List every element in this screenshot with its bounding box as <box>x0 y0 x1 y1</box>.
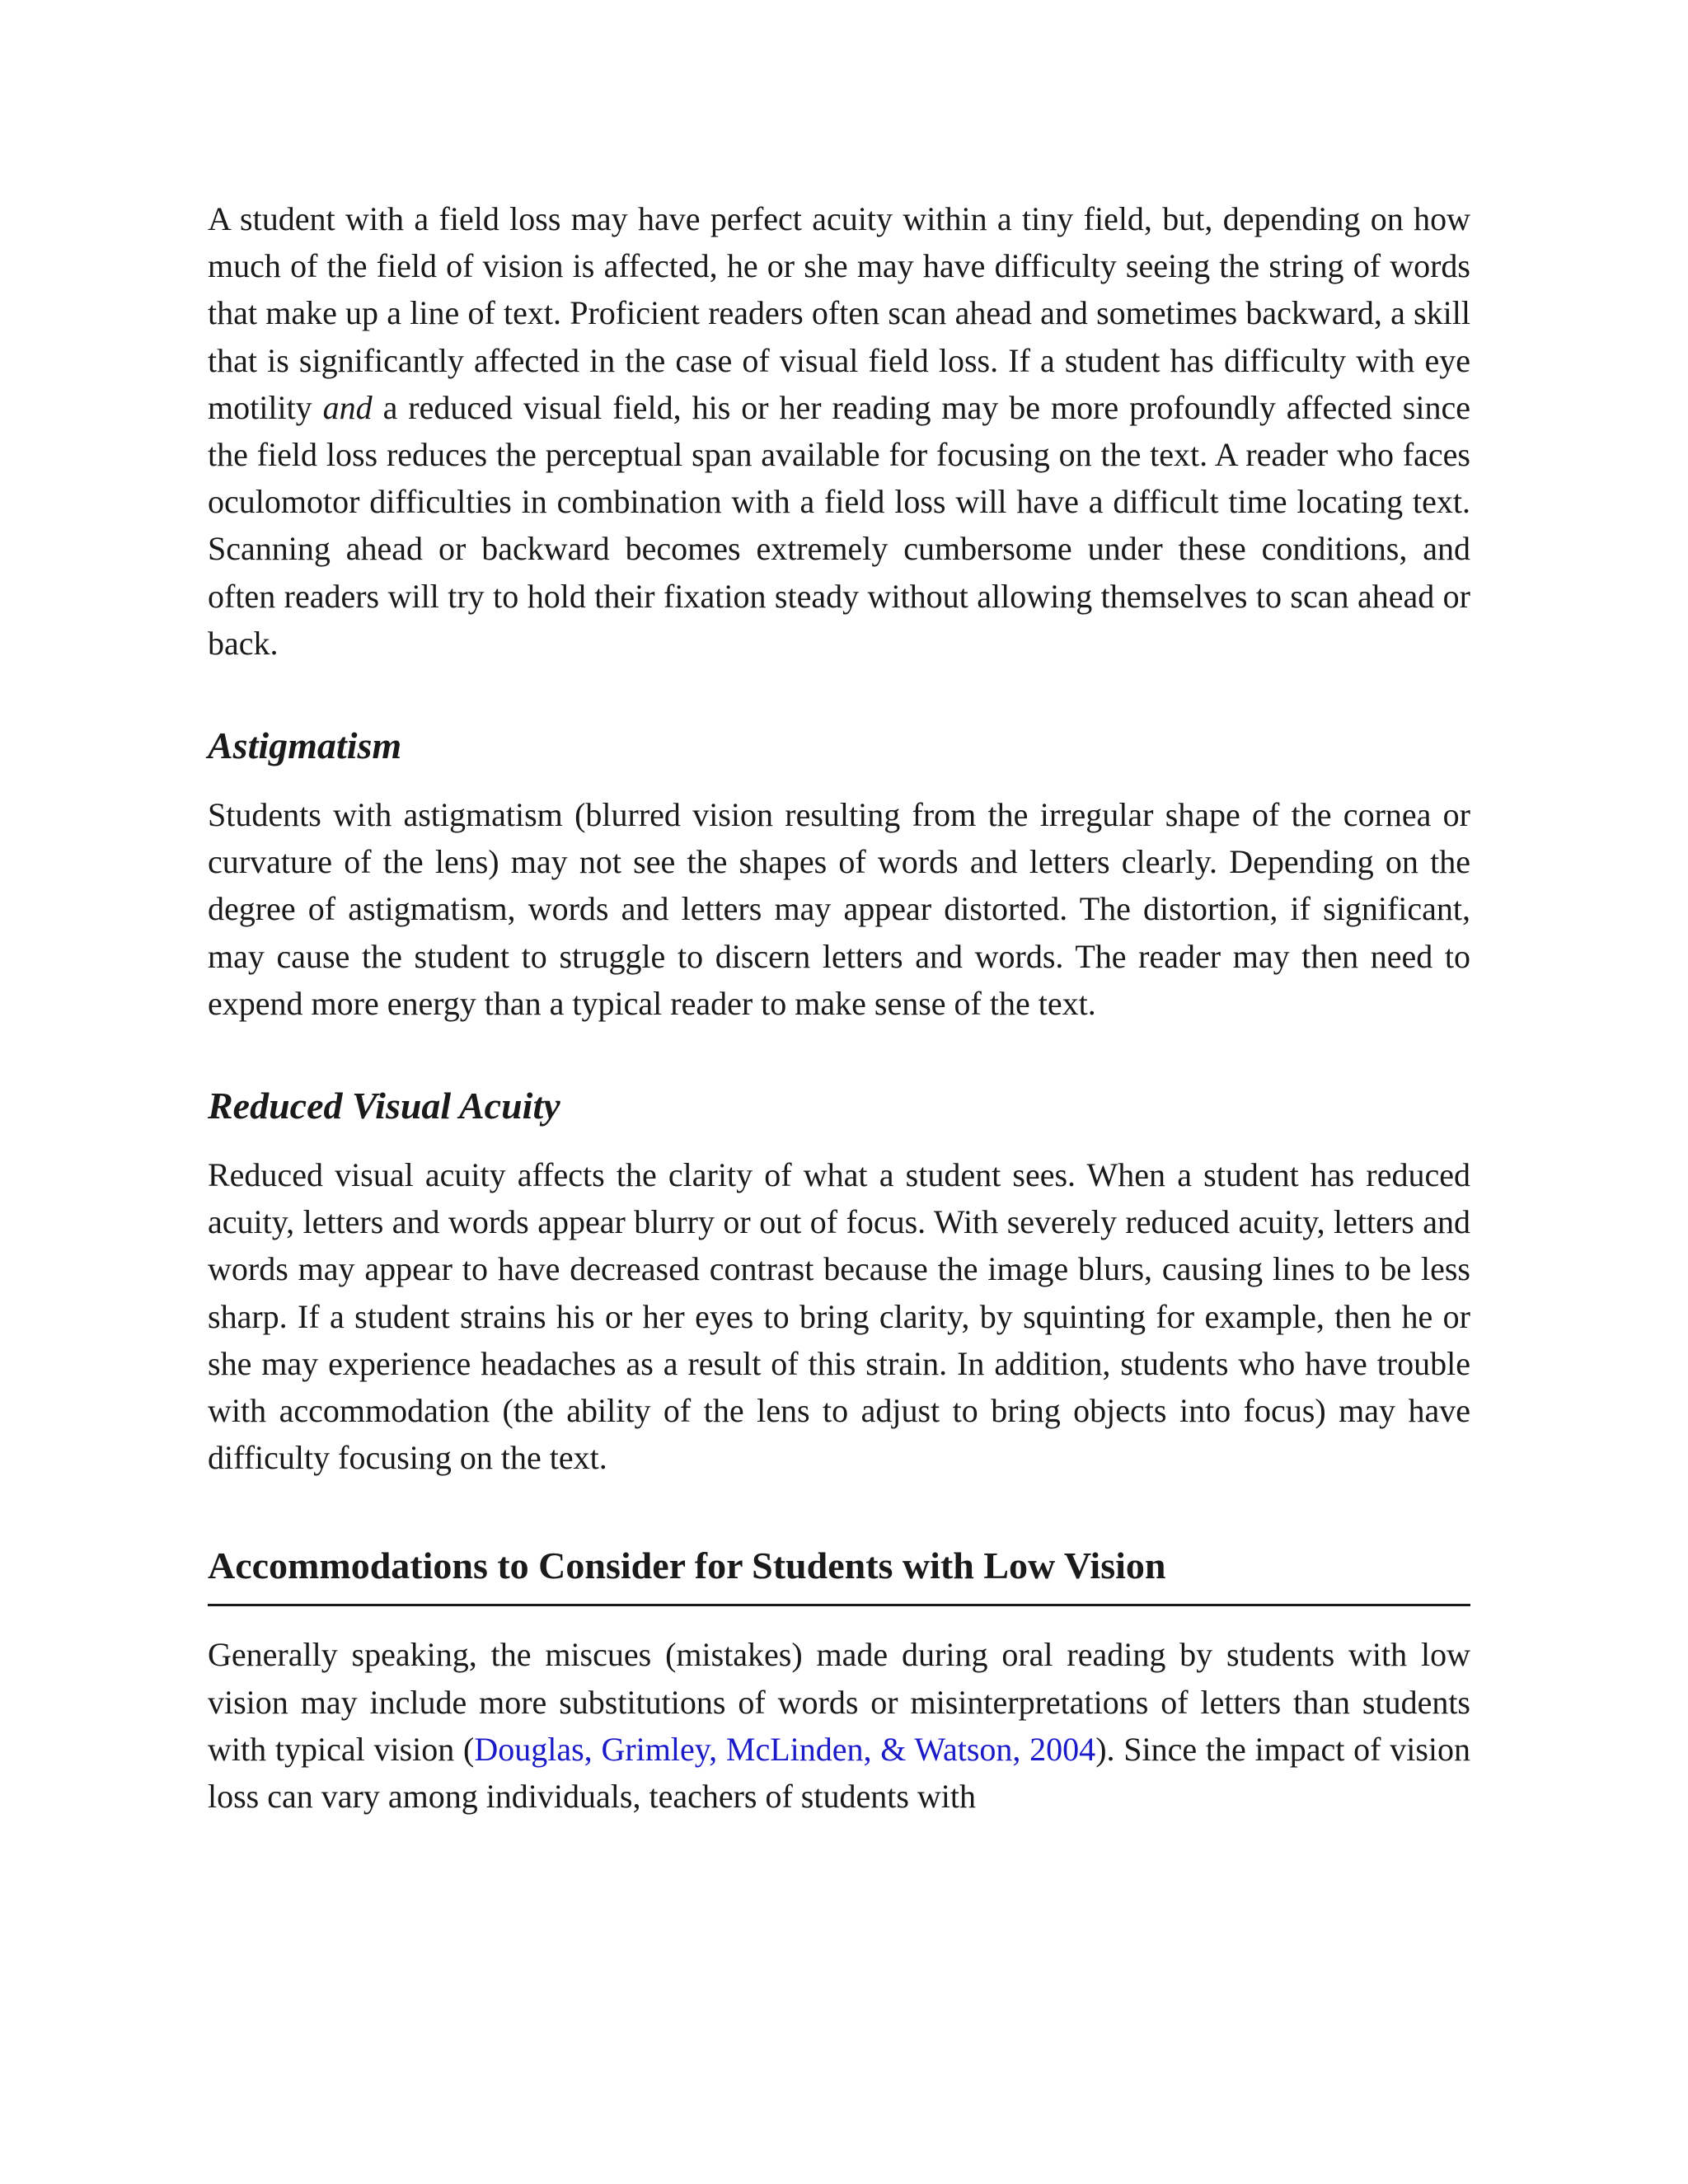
heading-astigmatism: Astigmatism <box>208 724 402 767</box>
paragraph-astigmatism: Students with astigmatism (blurred vision resulting from the irregular shape of the cornea or curvature of the lens) may not see the shapes of words and letters clearly. Depending on the degree of astigmatism, words and letters may appear distorted. The distortion, if significant, may cause the student to struggle to discern letters and words. The reader may then need to expend more energy than a typical reader to make sense of the text. <box>208 796 1470 1022</box>
paragraph-reduced-visual-acuity: Reduced visual acuity affects the clarity of what a student sees. When a student has reduced acuity, letters and words appear blurry or out of focus. With severely reduced acuity, letters and words may appear to have decreased contrast because the image blurs, causing lines to be less sharp. If a student strains his or her eyes to bring clarity, by squinting for example, then he or she may experience headaches as a result of this strain. In addition, students who have trouble with accommodation (the ability of the lens to adjust to bring objects into focus) may have difficulty focusing on the text. <box>208 1156 1470 1477</box>
document-page <box>208 195 1470 1820</box>
section-divider <box>208 1604 1470 1606</box>
heading-accommodations: Accommodations to Consider for Students with Low Vision <box>208 1544 1166 1587</box>
paragraph-text: A student with a field loss may have perfect acuity within a tiny field, but, depending on how much of the field of vision is affected, he or she may have difficulty seeing the string of words that make up a line of text. Proficient readers often scan ahead and sometimes backward, a skill that is significantly affected in the case of visual field loss. If a student has difficulty with eye motility <box>208 200 1470 426</box>
paragraph-text: Generally speaking, the miscues (mistakes) made during oral reading by students with low vision may include more substitutions of words or misinterpretations of letters than students with typical vision ( <box>208 1636 1470 1768</box>
emphasis-text: and <box>322 388 373 426</box>
heading-reduced-visual-acuity: Reduced Visual Acuity <box>208 1085 560 1127</box>
paragraph-text: a reduced visual field, his or her reading may be more profoundly affected since the field loss reduces the perceptual span available for focusing on the text. A reader who faces oculomotor difficulties in combination with a field loss will have a difficult time locating text. Scanning ahead or backward becomes extremely cumbersome under these conditions, and often readers will try to hold their fixation steady without allowing themselves to scan ahead or back. <box>208 388 1470 662</box>
paragraph-accommodations <box>208 1631 1470 1820</box>
citation-link[interactable]: Douglas, Grimley, McLinden, & Watson, 2004 <box>474 1730 1096 1768</box>
paragraph-text: ). Since the impact of vision loss can vary among individuals, teachers of students with <box>208 1730 1471 1816</box>
paragraph-field-loss <box>208 195 1470 667</box>
